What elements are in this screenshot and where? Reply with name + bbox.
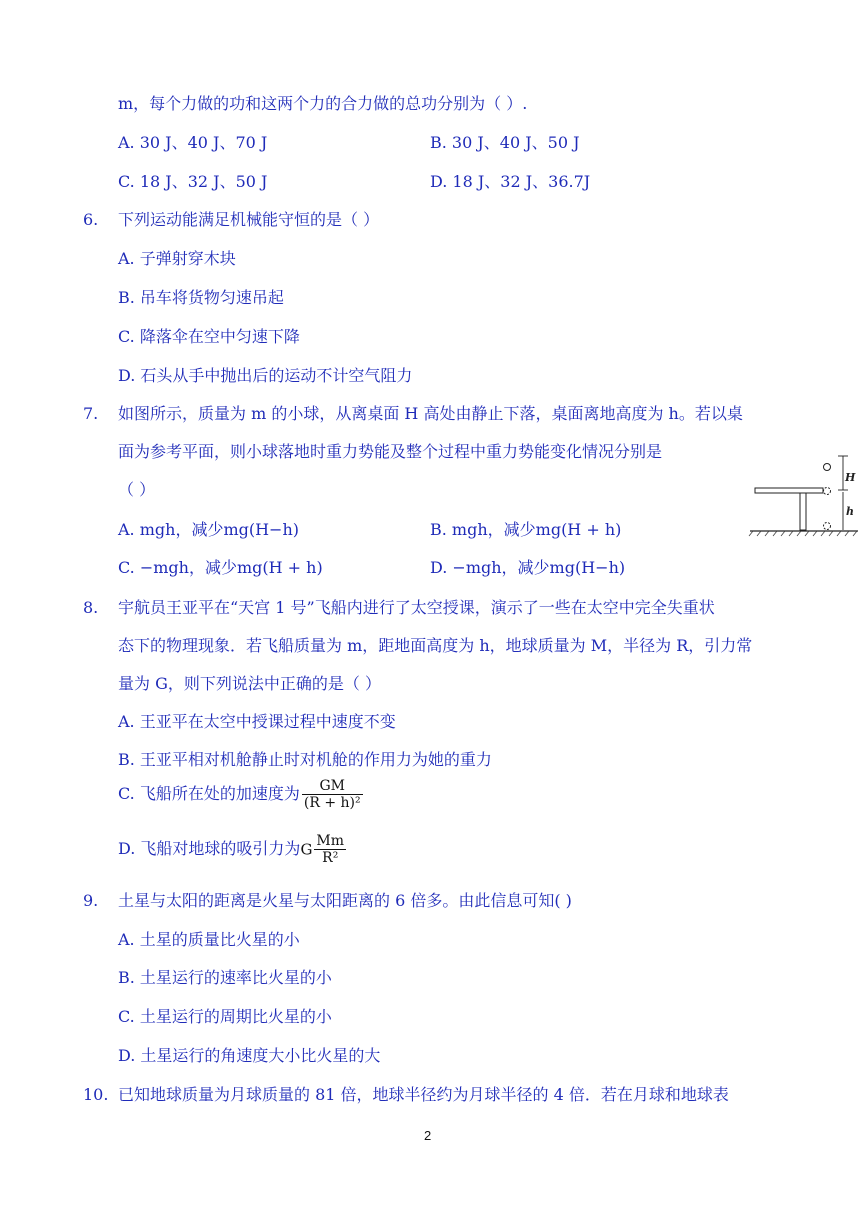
- fraction-denominator: R²: [322, 850, 339, 866]
- q10-number: 10.: [83, 1085, 109, 1104]
- fig-label-H: H: [845, 471, 856, 484]
- q7-figure-table-ball: [745, 450, 860, 540]
- q5-stem-tail: m，每个力做的功和这两个力的合力做的总功分别为（ ）.: [118, 94, 528, 113]
- q8-option-d-fraction: [314, 833, 346, 866]
- q8-option-c-fraction: [302, 778, 363, 811]
- q5-option-a: A. 30 J、40 J、70 J: [118, 133, 268, 152]
- q8-option-c-text: C. 飞船所在处的加速度为: [118, 784, 300, 803]
- gravitational-constant: G: [300, 840, 313, 859]
- q9-stem: 土星与太阳的距离是火星与太阳距离的 6 倍多。由此信息可知( ): [118, 891, 572, 910]
- q7-number: 7.: [83, 404, 99, 423]
- fraction-denominator: (R + h)²: [303, 795, 361, 811]
- q6-option-c: C. 降落伞在空中匀速下降: [118, 327, 300, 346]
- q8-option-d-text: D. 飞船对地球的吸引力为: [118, 839, 301, 858]
- q6-option-a: A. 子弹射穿木块: [118, 249, 236, 268]
- q5-option-d: D. 18 J、32 J、36.7J: [430, 172, 591, 191]
- q9-option-c: C. 土星运行的周期比火星的小: [118, 1007, 332, 1026]
- q6-number: 6.: [83, 210, 99, 229]
- q8-option-b: B. 王亚平相对机舱静止时对机舱的作用力为她的重力: [118, 750, 492, 769]
- q7-stem-line1: 如图所示，质量为 m 的小球，从离桌面 H 高处由静止下落，桌面离地高度为 h。若以桌: [118, 404, 743, 423]
- q9-option-a: A. 土星的质量比火星的小: [118, 930, 300, 949]
- q5-option-c: C. 18 J、32 J、50 J: [118, 172, 268, 191]
- fig-label-h: h: [846, 505, 854, 518]
- q9-option-b: B. 土星运行的速率比火星的小: [118, 968, 332, 987]
- q9-number: 9.: [83, 891, 99, 910]
- q7-option-d: D. −mgh，减少mg(H−h): [430, 558, 626, 577]
- q8-number: 8.: [83, 598, 99, 617]
- page-number: 2: [424, 1128, 432, 1143]
- q7-stem-line3: （ ）: [118, 480, 156, 499]
- q6-option-b: B. 吊车将货物匀速吊起: [118, 288, 284, 307]
- q8-option-a: A. 王亚平在太空中授课过程中速度不变: [118, 712, 396, 731]
- q8-stem-line1: 宇航员王亚平在“天宫 1 号”飞船内进行了太空授课，演示了一些在太空中完全失重状: [118, 598, 715, 617]
- q7-option-c: C. −mgh，减少mg(H + h): [118, 558, 323, 577]
- ball-icon: [824, 464, 831, 471]
- q7-option-b: B. mgh，减少mg(H + h): [430, 520, 622, 539]
- q8-stem-line3: 量为 G，则下列说法中正确的是（ ）: [118, 674, 381, 693]
- fraction-numerator: GM: [302, 778, 363, 795]
- q7-stem-line2: 面为参考平面，则小球落地时重力势能及整个过程中重力势能变化情况分别是: [118, 442, 663, 461]
- q6-option-d: D. 石头从手中抛出后的运动不计空气阻力: [118, 366, 413, 385]
- q8-option-c: [118, 778, 363, 811]
- fraction-numerator: Mm: [316, 833, 345, 849]
- q6-stem: 下列运动能满足机械能守恒的是（ ）: [118, 210, 380, 229]
- q7-option-a: A. mgh，减少mg(H−h): [118, 520, 300, 539]
- q10-stem-line1: 已知地球质量为月球质量的 81 倍，地球半径约为月球半径的 4 倍．若在月球和地球表: [118, 1085, 729, 1104]
- q8-stem-line2: 态下的物理现象．若飞船质量为 m，距地面高度为 h，地球质量为 M，半径为 R，引力常: [118, 636, 753, 655]
- q8-option-d: [118, 833, 346, 866]
- q9-option-d: D. 土星运行的角速度大小比火星的大: [118, 1046, 381, 1065]
- q5-option-b: B. 30 J、40 J、50 J: [430, 133, 580, 152]
